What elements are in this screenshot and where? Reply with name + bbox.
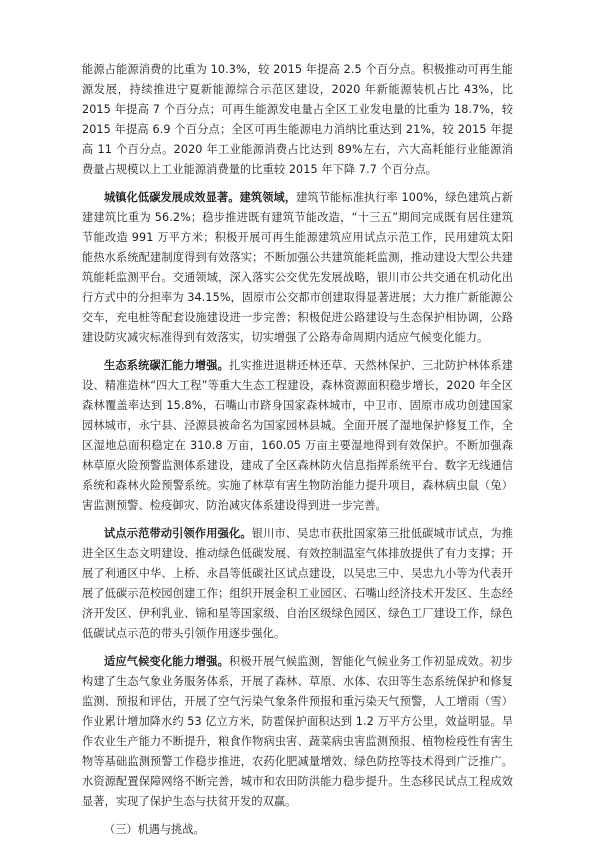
paragraph-carbon-sink (82, 356, 513, 516)
paragraph-text: 积极开展气候监测，智能化气候业务工作初显成效。初步构建了生态气象业务服务体系，开展了森林、草原、水体、农田等生态系统保护和修复监测、预报和评估，开展了空气污染气象条件预报和重污染天气预警，人工增雨（雪）作业累计增加降水约 53 亿立方米，防雹保护面积达到 1.2 万平方公里，效益明显。旱作农业生产能力不断提升，粮食作物病虫害、蔬菜病虫害监测预报、植物检疫性有害生物等基础监测预警工作稳步推进，农药化肥减量增效、绿色防控等技术得到广泛推广。水资源配置保障网络不断完善，城市和农田防洪能力稳步提升。生态移民试点工程成效显著，实现了保护生态与扶贫开发的双赢。 (82, 655, 513, 808)
section-title: （三）机遇与挑战。 (104, 823, 205, 836)
paragraph-heading: 试点示范带动引领作用强化。 (104, 527, 252, 540)
paragraph-energy (82, 60, 513, 180)
paragraph-pilot-demo (82, 524, 513, 644)
paragraph-heading: 城镇化低碳发展成效显著。建筑领域， (104, 191, 297, 204)
paragraph-text: 银川市、吴忠市获批国家第三批低碳城市试点，为推进全区生态文明建设、推动绿色低碳发展、有效控制温室气体排放提供了有力支撑；开展了利通区中华、上桥、永昌等低碳社区试点建设，以吴忠三中、吴忠九小等为代表开展了低碳示范校园创建工作；组织开展金积工业园区、石嘴山经济技术开发区、生态经济开发区、伊利乳业、锦和星等国家级、自治区级绿色园区、绿色工厂建设工作，绿色低碳试点示范的带头引领作用逐步强化。 (82, 527, 513, 640)
paragraph-heading: 生态系统碳汇能力增强。 (104, 359, 229, 372)
paragraph-text: 扎实推进退耕还林还草、天然林保护、三北防护林体系建设、精准造林“四大工程”等重大生态工程建设，森林资源面积稳步增长，2020 年全区森林覆盖率达到 15.8%，石嘴山市跻身国家森林城市，中卫市、固原市成功创建国家园林城市，永宁县、泾源县被命名为国家园林县城。全面开展了湿地保护修复工作，全区湿地总面积稳定在 310.8 万亩，160.05 万亩主要湿地得到有效保护。不断加强森林草原火险预警监测体系建设，建成了全区森林防火信息指挥系统平台、数字无线通信系统和森林火险预警系统。实施了林草有害生物防治能力提升项目，森林病虫鼠（兔）害监测预警、检疫御灾、防治减灾体系建设得到进一步完善。 (82, 359, 513, 512)
paragraph-text: 能源占能源消费的比重为 10.3%，较 2015 年提高 2.5 个百分点。积极推动可再生能源发展，持续推进宁夏新能源综合示范区建设，2020 年新能源装机占比 43%，比 2015 年提高 7 个百分点；可再生能源发电量占全区工业发电量的比重为 18.7%，较 2015 年提高 6.9 个百分点；全区可再生能源电力消纳比重达到 21%，较 2015 年提高 11 个百分点。2020 年工业能源消费占比达到 89%左右，六大高耗能行业能源消费量占规模以上工业能源消费量的比重较 2015 年下降 7.7 个百分点。 (82, 63, 513, 176)
paragraph-climate-adaptation (82, 652, 513, 812)
paragraph-text: 建筑节能标准执行率 100%，绿色建筑占新建建筑比重为 56.2%；稳步推进既有建筑节能改造，“十三五”期间完成既有居住建筑节能改造 991 万平方米；积极开展可再生能源建筑应用试点示范工作，民用建筑太阳能热水系统配建制度得到有效落实；不断加强公共建筑能耗监测，推动建设大型公共建筑能耗监测平台。交通领域，深入落实公交优先发展战略，银川市公共交通在机动化出行方式中的分担率为 34.15%，固原市公交都市创建取得显著进展；大力推广新能源公交车，充电桩等配套设施建设进一步完善；积极促进公路建设与生态保护相协调，公路建设防灾减灾标准得到有效落实，切实增强了公路寿命周期内适应气候变化能力。 (82, 191, 513, 344)
paragraph-heading: 适应气候变化能力增强。 (104, 655, 229, 668)
paragraph-urbanization (82, 188, 513, 348)
